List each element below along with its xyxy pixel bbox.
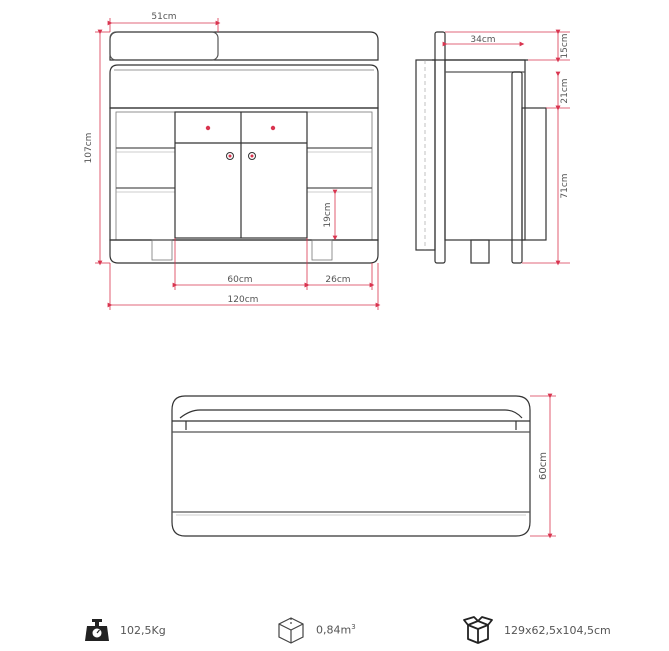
box-icon	[462, 615, 494, 645]
volume-unit-sup: 3	[351, 623, 356, 632]
dim-lower: 71cm	[560, 173, 570, 199]
dim-side-width: 26cm	[325, 275, 351, 285]
package-value: 129x62,5x104,5cm	[504, 623, 611, 637]
dim-top-depth: 60cm	[538, 452, 549, 480]
dim-door-width: 60cm	[227, 275, 253, 285]
spec-weight	[84, 612, 166, 648]
cube-icon	[276, 615, 306, 645]
volume-value: 0,84m	[316, 623, 352, 637]
dim-top-shelf-width: 51cm	[151, 12, 177, 22]
spec-package	[462, 612, 611, 648]
top-view	[172, 396, 530, 536]
dim-depth: 34cm	[470, 35, 496, 45]
dim-total-width: 120cm	[227, 295, 259, 305]
dim-top: 15cm	[560, 33, 570, 59]
scale-icon	[84, 617, 110, 643]
front-dimension-lines	[95, 18, 378, 310]
side-dimension-labels	[470, 33, 570, 198]
side-dimension-lines	[445, 32, 570, 263]
side-view	[416, 32, 546, 263]
spec-volume	[276, 612, 356, 648]
dim-upper: 21cm	[560, 78, 570, 104]
weight-value: 102,5Kg	[120, 623, 166, 637]
front-view	[110, 32, 378, 263]
dim-height: 107cm	[84, 132, 94, 164]
dim-shelf-height: 19cm	[323, 202, 333, 228]
